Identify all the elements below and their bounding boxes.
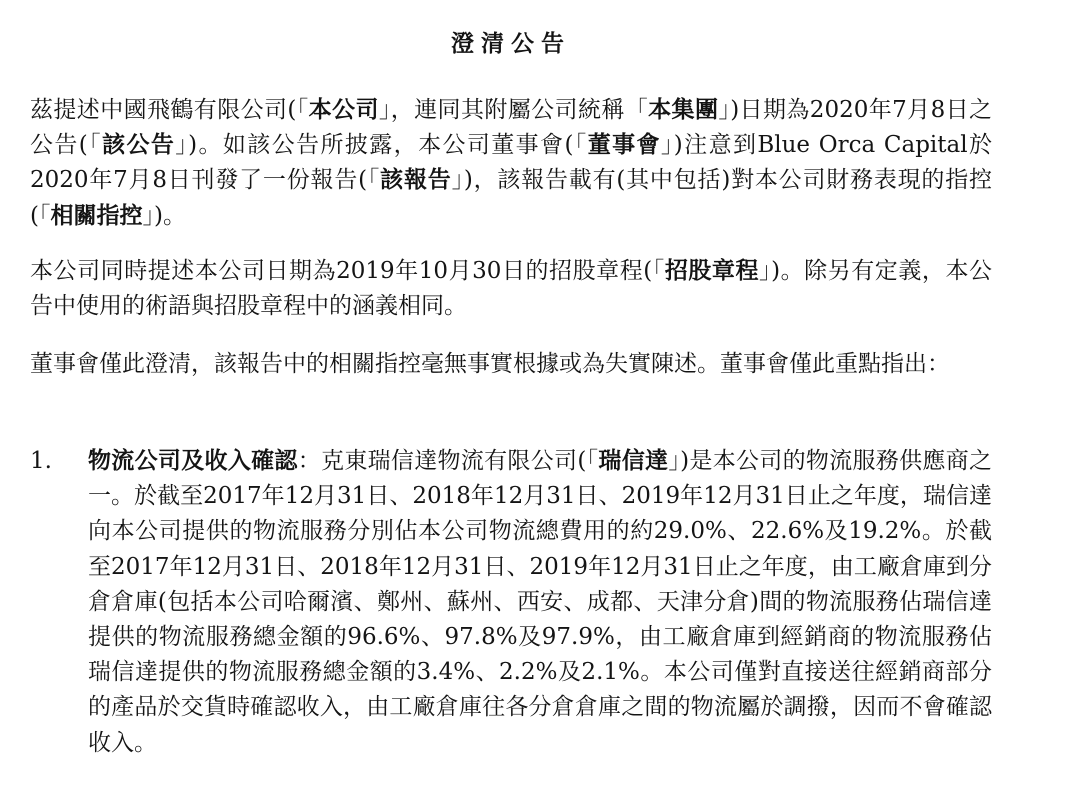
text-segment: 茲提述中國飛鶴有限公司(「 [30, 97, 309, 123]
announcement-title: 澄清公告 [451, 31, 571, 57]
text-segment: 」)是本公司的物流服務供應商之一。於截至2017年12月31日、2018年12月31日、2019年12月31日止之年度，瑞信達向本公司提供的物流服務分別佔本公司物流總費用的約29.0%、22.6%及19.2%。於截至2017年12月31日、2018年12月31日、2019年12月31日止之年度，由工廠倉庫到分倉倉庫(包括本公司哈爾濱、鄭州、蘇州、西安、成都、天津分倉)間的物流服務佔瑞信達提供的物流服務總金額的96.6%、97.8%及97.9%，由工廠倉庫到經銷商的物流服務佔瑞信達提供的物流服務總金額的3.4%、2.2%及2.1%。本公司僅對直接送往經銷商部分的產品於交貨時確認收入，由工廠倉庫往各分倉倉庫之間的物流屬於調撥，因而不會確認收入。 [88, 448, 992, 756]
list-item-body [88, 444, 992, 761]
text-segment: 」)日期為2020年7月8日之公告(「 [30, 97, 992, 159]
defined-term: 本集團 [648, 97, 719, 123]
defined-term: 該公告 [102, 132, 176, 159]
text-segment: 」)。除另有定義，本公告中使用的術語與招股章程中的涵義相同。 [30, 258, 992, 320]
defined-term: 本公司 [308, 97, 379, 123]
paragraph-intro [30, 93, 992, 234]
text-segment: 」，連同其附屬公司統稱「 [378, 97, 649, 123]
paragraph-prospectus [30, 254, 992, 324]
text-segment: 」)，該報告載有(其中包括)對本公司財務表現的指控(「 [30, 167, 993, 229]
text-segment: 」)注意到Blue Orca Capital於2020年7月8日刊發了一份報告(「 [30, 132, 992, 194]
text-segment: 董事會僅此澄清，該報告中的相關指控毫無事實根據或為失實陳述。董事會僅此重點指出： [30, 351, 950, 377]
defined-term: 瑞信達 [598, 448, 669, 474]
defined-term: 招股章程 [664, 258, 760, 284]
text-segment: ：克東瑞信達物流有限公司(「 [297, 448, 599, 474]
item-heading: 物流公司及收入確認 [88, 448, 298, 474]
paragraph-clarification [30, 347, 992, 382]
defined-term: 該報告 [380, 167, 452, 194]
text-segment: 」)。 [142, 202, 186, 229]
defined-term: 董事會 [587, 132, 661, 159]
defined-term: 相關指控 [50, 202, 143, 229]
text-segment: 」)。如該公告所披露，本公司董事會(「 [175, 132, 588, 159]
list-item-number: 1. [30, 448, 52, 474]
text-segment: 本公司同時提述本公司日期為2019年10月30日的招股章程(「 [30, 258, 665, 284]
